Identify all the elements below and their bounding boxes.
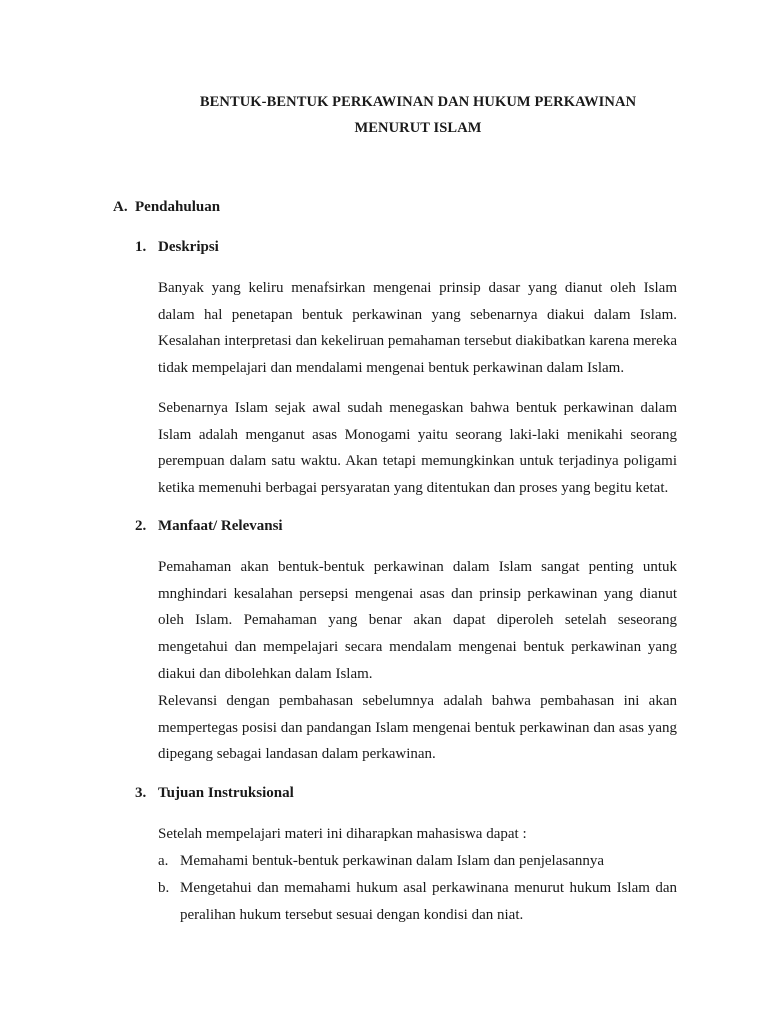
list-item [158,848,677,875]
document-title-line-2: MENURUT ISLAM [354,120,482,136]
paragraph-deskripsi-1: Banyak yang keliru menafsirkan mengenai prinsip dasar yang dianut oleh Islam dalam hal penetapan bentuk perkawinan yang sebenarnya diakui dalam Islam. Kesalahan interpretasi dan kekeliruan pemahaman tersebut diakibatkan karena mereka tidak mempelajari dan mendalami mengenai bentuk perkawinan dalam Islam. [158,280,677,377]
document-title-line-1: BENTUK-BENTUK PERKAWINAN DAN HUKUM PERKAWINAN [199,94,637,110]
subsection-heading-tujuan [135,785,294,802]
list-marker: a. [158,853,169,869]
paragraph-manfaat-2: Relevansi dengan pembahasan sebelumnya adalah bahwa pembahasan ini akan mempertegas posisi dan pandangan Islam mengenai bentuk perkawinan dan asas yang dipegang sebagai landasan dalam perkawinan. [158,693,677,763]
paragraph-tujuan-intro: Setelah mempelajari materi ini diharapkan mahasiswa dapat : [158,826,527,842]
list-item-text: Mengetahui dan memahami hukum asal perkawinana menurut hukum Islam dan peralihan hukum tersebut sesuai dengan kondisi dan niat. [180,880,677,923]
subsection-heading-text: Manfaat/ Relevansi [158,518,283,534]
list-marker: b. [158,880,170,896]
subsection-number: 1. [135,239,147,255]
subsection-heading-text: Deskripsi [158,239,219,255]
list-item [158,875,677,928]
subsection-heading-text: Tujuan Instruksional [158,785,294,801]
section-heading-pendahuluan [113,199,220,216]
paragraph-deskripsi-2: Sebenarnya Islam sejak awal sudah menegaskan bahwa bentuk perkawinan dalam Islam adalah menganut asas Monogami yaitu seorang laki-laki menikahi seorang perempuan dalam satu waktu. Akan tetapi memungkinkan untuk terjadinya poligami ketika memenuhi berbagai persyaratan yang ditentukan dan proses yang begitu ketat. [158,400,677,497]
subsection-heading-manfaat [135,518,283,535]
paragraph-manfaat-1: Pemahaman akan bentuk-bentuk perkawinan dalam Islam sangat penting untuk mnghindari kesalahan persepsi mengenai asas dan prinsip perkawinan yang dianut oleh Islam. Pemahaman yang benar akan dapat diperoleh setelah seseorang mengetahui dan mempelajari secara mendalam mengenai bentuk perkawinan yang diakui dan dibolehkan dalam Islam. [158,559,677,682]
subsection-number: 3. [135,785,147,801]
section-number: A. [113,199,128,215]
list-item-text: Memahami bentuk-bentuk perkawinan dalam Islam dan penjelasannya [180,853,605,869]
section-heading-text: Pendahuluan [135,199,221,215]
subsection-heading-deskripsi [135,239,219,256]
subsection-number: 2. [135,518,147,534]
